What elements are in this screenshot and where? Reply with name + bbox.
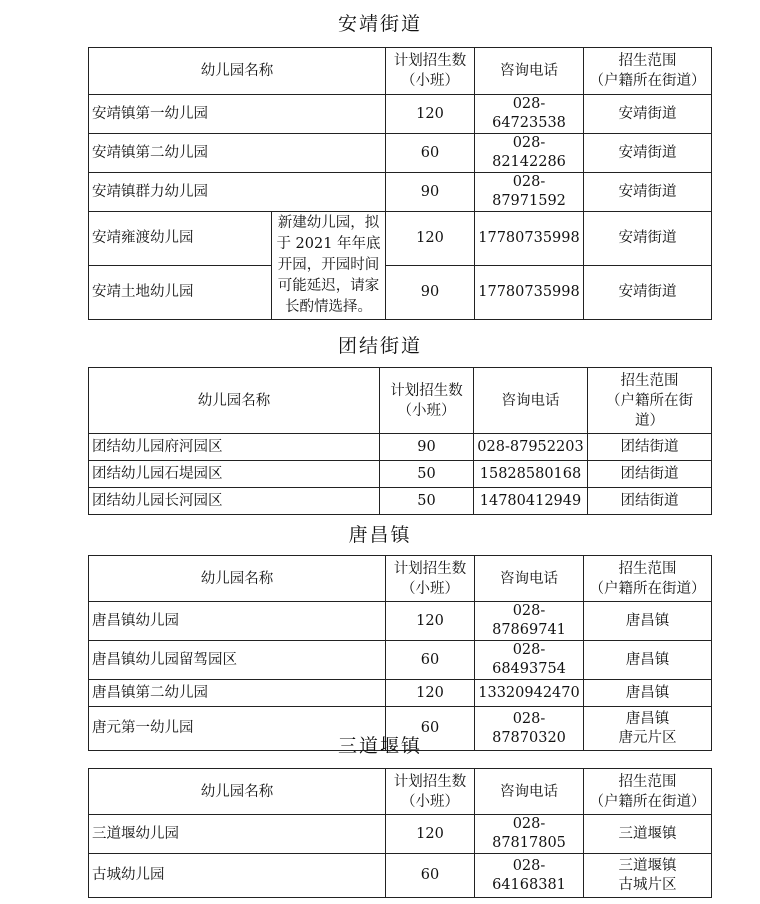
phone-number: 028-64723538 [475,95,584,134]
kindergarten-name: 团结幼儿园石堤园区 [89,461,380,488]
enrollment-range: 唐昌镇 [584,641,712,680]
header-phone: 咨询电话 [475,769,584,815]
plan-count: 60 [386,134,475,173]
table-row [89,434,712,461]
enrollment-range: 唐昌镇 唐元片区 [584,707,712,751]
kindergarten-name: 古城幼儿园 [89,854,386,898]
plan-count: 120 [386,602,475,641]
plan-count: 120 [386,212,475,266]
enrollment-range: 唐昌镇 [584,680,712,707]
plan-count: 120 [386,95,475,134]
enrollment-range: 安靖街道 [584,266,712,320]
table-header-row [89,48,712,95]
table-row [89,95,712,134]
table-header-row [89,769,712,815]
header-name: 幼儿园名称 [89,769,386,815]
enrollment-range: 团结街道 [588,434,712,461]
table-row [89,488,712,515]
enrollment-range: 三道堰镇 古城片区 [584,854,712,898]
table-row [89,266,712,320]
table-row [89,173,712,212]
header-range: 招生范围 （户籍所在街道） [584,556,712,602]
header-plan: 计划招生数 （小班） [380,368,474,434]
kindergarten-name: 三道堰幼儿园 [89,815,386,854]
header-name: 幼儿园名称 [89,368,380,434]
kindergarten-name: 安靖镇第二幼儿园 [89,134,386,173]
table-anjing [88,47,712,320]
enrollment-range: 安靖街道 [584,95,712,134]
phone-number: 028-87817805 [475,815,584,854]
plan-count: 60 [386,707,475,751]
plan-count: 90 [386,266,475,320]
kindergarten-name: 唐元第一幼儿园 [89,707,386,751]
section-title-sandaoyan: 三道堰镇 [337,735,422,757]
phone-number: 028-87952203 [474,434,588,461]
phone-number: 13320942470 [475,680,584,707]
table-row [89,134,712,173]
kindergarten-name: 唐昌镇幼儿园 [89,602,386,641]
phone-number: 14780412949 [474,488,588,515]
table-row [89,680,712,707]
enrollment-range: 安靖街道 [584,212,712,266]
plan-count: 90 [380,434,474,461]
phone-number: 028-87870320 [475,707,584,751]
table-header-row [89,368,712,434]
header-range: 招生范围 （户籍所在街道） [584,48,712,95]
phone-number: 028-64168381 [475,854,584,898]
table-sandaoyan [88,768,712,898]
plan-count: 60 [386,854,475,898]
table-header-row [89,556,712,602]
header-range: 招生范围 （户籍所在街 道） [588,368,712,434]
kindergarten-name: 安靖雍渡幼儿园 [89,212,272,266]
kindergarten-name: 团结幼儿园府河园区 [89,434,380,461]
table-row [89,212,712,266]
kindergarten-name: 唐昌镇幼儿园留驾园区 [89,641,386,680]
phone-number: 028-82142286 [475,134,584,173]
enrollment-range: 唐昌镇 [584,602,712,641]
header-range: 招生范围 （户籍所在街道） [584,769,712,815]
header-plan: 计划招生数 （小班） [386,769,475,815]
section-title-anjing: 安靖街道 [337,13,422,35]
enrollment-range: 安靖街道 [584,173,712,212]
new-kindergarten-note: 新建幼儿园，拟于 2021 年年底开园，开园时间可能延迟，请家长酌情选择。 [272,212,386,320]
phone-number: 028-87869741 [475,602,584,641]
table-tangchang [88,555,712,751]
enrollment-range: 团结街道 [588,488,712,515]
section-title-tuanjie: 团结街道 [337,335,422,357]
header-name: 幼儿园名称 [89,556,386,602]
table-row [89,461,712,488]
table-tuanjie [88,367,712,515]
header-phone: 咨询电话 [475,556,584,602]
plan-count: 60 [386,641,475,680]
section-title-tangchang: 唐昌镇 [348,524,412,546]
enrollment-range: 三道堰镇 [584,815,712,854]
kindergarten-name: 安靖镇第一幼儿园 [89,95,386,134]
table-row [89,602,712,641]
header-phone: 咨询电话 [475,48,584,95]
phone-number: 028-87971592 [475,173,584,212]
kindergarten-name: 安靖土地幼儿园 [89,266,272,320]
header-name: 幼儿园名称 [89,48,386,95]
plan-count: 50 [380,488,474,515]
plan-count: 50 [380,461,474,488]
header-plan: 计划招生数 （小班） [386,48,475,95]
table-row [89,854,712,898]
plan-count: 120 [386,680,475,707]
enrollment-range: 团结街道 [588,461,712,488]
kindergarten-name: 唐昌镇第二幼儿园 [89,680,386,707]
table-row [89,815,712,854]
phone-number: 17780735998 [475,212,584,266]
phone-number: 15828580168 [474,461,588,488]
table-row [89,641,712,680]
plan-count: 90 [386,173,475,212]
kindergarten-name: 团结幼儿园长河园区 [89,488,380,515]
phone-number: 17780735998 [475,266,584,320]
header-phone: 咨询电话 [474,368,588,434]
header-plan: 计划招生数 （小班） [386,556,475,602]
phone-number: 028-68493754 [475,641,584,680]
kindergarten-name: 安靖镇群力幼儿园 [89,173,386,212]
enrollment-range: 安靖街道 [584,134,712,173]
plan-count: 120 [386,815,475,854]
